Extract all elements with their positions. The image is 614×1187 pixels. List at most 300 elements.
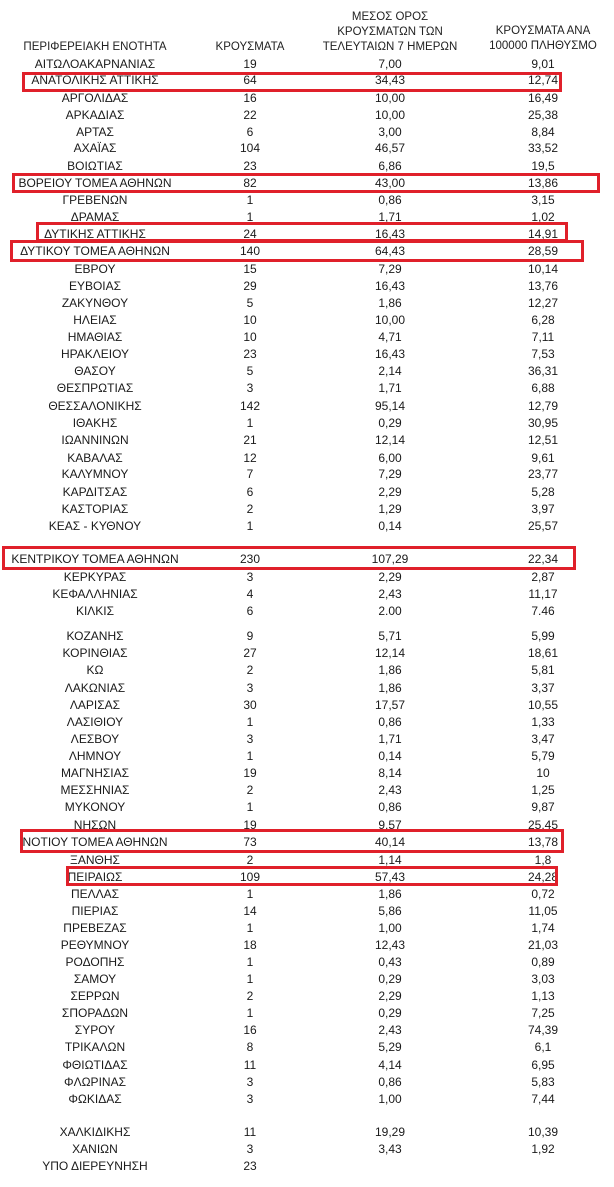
region-cell: ΜΑΓΝΗΣΙΑΣ xyxy=(60,766,130,780)
region-cell: ΣΕΡΡΩΝ xyxy=(70,989,120,1003)
column-header-mean7-line1: ΜΕΣΟΣ ΟΡΟΣ xyxy=(351,11,429,23)
mean7-cell: 5,86 xyxy=(378,904,402,918)
column-header-region xyxy=(0,40,190,55)
region-cell: ΝΟΤΙΟΥ ΤΟΜΕΑ ΑΘΗΝΩΝ xyxy=(22,835,168,849)
cases-cell: 2 xyxy=(246,989,254,1003)
per100k-cell: 28,59 xyxy=(527,244,559,258)
cases-cell: 23 xyxy=(243,347,257,361)
mean7-cell: 2,29 xyxy=(378,485,402,499)
table-row xyxy=(0,954,614,970)
mean7-cell: 19,29 xyxy=(374,1125,406,1139)
mean7-cell: 2,43 xyxy=(378,783,402,797)
cases-cell: 1 xyxy=(246,519,254,533)
region-cell: ΚΑΒΑΛΑΣ xyxy=(67,451,123,465)
region-cell: ΜΥΚΟΝΟΥ xyxy=(64,800,126,814)
cases-cell: 19 xyxy=(243,57,257,71)
cases-cell: 6 xyxy=(246,125,254,139)
cases-cell: 6 xyxy=(246,604,254,618)
region-cell: ΑΙΤΩΛΟΑΚΑΡΝΑΝΙΑΣ xyxy=(34,57,156,71)
mean7-cell: 2,29 xyxy=(378,989,402,1003)
region-cell: ΛΑΚΩΝΙΑΣ xyxy=(64,681,126,695)
region-cell: ΛΑΡΙΣΑΣ xyxy=(69,698,121,712)
per100k-cell: 8,84 xyxy=(531,125,555,139)
per100k-cell: 18,61 xyxy=(527,646,559,660)
cases-cell: 29 xyxy=(243,279,257,293)
mean7-cell: 34,43 xyxy=(374,73,406,87)
mean7-cell: 1,00 xyxy=(378,1092,402,1106)
region-cell: ΚΟΖΑΝΗΣ xyxy=(66,629,124,643)
cases-cell: 3 xyxy=(246,1075,254,1089)
cases-cell: 11 xyxy=(243,1125,257,1139)
mean7-cell: 6,86 xyxy=(378,159,402,173)
table-row xyxy=(0,484,614,500)
table-row xyxy=(0,799,614,815)
region-cell: ΦΩΚΙΔΑΣ xyxy=(68,1092,122,1106)
table-row xyxy=(0,886,614,902)
cases-cell: 8 xyxy=(246,1040,254,1054)
cases-cell: 1 xyxy=(246,1006,254,1020)
per100k-cell: 11,05 xyxy=(528,904,558,918)
region-cell: ΠΙΕΡΙΑΣ xyxy=(71,904,119,918)
cases-cell: 3 xyxy=(246,732,254,746)
region-cell: ΦΘΙΩΤΙΔΑΣ xyxy=(62,1058,128,1072)
highlight-box xyxy=(2,546,576,570)
cases-cell: 109 xyxy=(239,870,261,884)
mean7-cell: 1,71 xyxy=(378,732,402,746)
region-cell: ΧΑΝΙΩΝ xyxy=(72,1142,118,1156)
mean7-cell: 0,29 xyxy=(378,416,402,430)
cases-cell: 23 xyxy=(243,1159,257,1173)
mean7-cell: 0,14 xyxy=(378,749,402,763)
region-cell: ΤΡΙΚΑΛΩΝ xyxy=(64,1040,126,1054)
cases-cell: 1 xyxy=(246,749,254,763)
table-row xyxy=(0,937,614,953)
mean7-cell: 107,29 xyxy=(371,552,409,566)
mean7-cell: 0,86 xyxy=(378,800,402,814)
region-cell: ΑΡΤΑΣ xyxy=(76,125,114,139)
cases-cell: 4 xyxy=(246,587,254,601)
region-cell: ΛΕΣΒΟΥ xyxy=(70,732,120,746)
per100k-cell: 6,28 xyxy=(531,313,555,327)
per100k-cell: 2,87 xyxy=(531,570,555,584)
per100k-cell: 13,86 xyxy=(527,176,559,190)
cases-cell: 3 xyxy=(246,681,254,695)
mean7-cell: 0,29 xyxy=(378,1006,402,1020)
per100k-cell: 1,25 xyxy=(531,783,555,797)
table-row xyxy=(0,1039,614,1055)
table-row xyxy=(0,1005,614,1021)
table-row xyxy=(0,1141,614,1157)
region-cell: ΠΡΕΒΕΖΑΣ xyxy=(63,921,127,935)
cases-cell: 18 xyxy=(243,938,257,952)
region-cell: ΠΕΙΡΑΙΩΣ xyxy=(67,870,123,884)
cases-cell: 3 xyxy=(246,570,254,584)
per100k-cell: 30,95 xyxy=(527,416,559,430)
cases-cell: 24 xyxy=(243,227,257,241)
region-cell: ΚΙΛΚΙΣ xyxy=(75,604,115,618)
per100k-cell: 23,77 xyxy=(527,467,559,481)
mean7-cell: 2,43 xyxy=(378,587,402,601)
cases-cell: 1 xyxy=(246,416,254,430)
region-cell: ΗΜΑΘΙΑΣ xyxy=(67,330,123,344)
per100k-cell: 0,72 xyxy=(531,887,555,901)
mean7-cell: 7,29 xyxy=(378,467,402,481)
cases-cell: 73 xyxy=(243,835,257,849)
cases-cell: 82 xyxy=(243,176,257,190)
per100k-cell: 1,33 xyxy=(531,715,555,729)
mean7-cell: 95,14 xyxy=(374,399,406,413)
table-row xyxy=(0,628,614,644)
mean7-cell: 5,71 xyxy=(378,629,402,643)
region-cell: ΞΑΝΘΗΣ xyxy=(70,853,120,867)
cases-cell: 12 xyxy=(243,451,257,465)
table-row xyxy=(0,697,614,713)
per100k-cell: 3,37 xyxy=(531,681,555,695)
table-row xyxy=(0,731,614,747)
cases-cell: 21 xyxy=(243,433,257,447)
highlight-box xyxy=(12,173,600,193)
mean7-cell: 2,14 xyxy=(378,364,402,378)
per100k-cell: 21,03 xyxy=(527,938,559,952)
mean7-cell: 2.00 xyxy=(378,604,402,618)
table-row xyxy=(0,1091,614,1107)
cases-cell: 64 xyxy=(243,73,257,87)
region-cell: ΡΕΘΥΜΝΟΥ xyxy=(60,938,130,952)
table-row xyxy=(0,971,614,987)
cases-cell: 1 xyxy=(246,921,254,935)
column-header-per100k-line2: 100000 ΠΛΗΘΥΣΜΟ xyxy=(489,40,597,52)
region-cell: ΚΑΛΥΜΝΟΥ xyxy=(61,467,129,481)
table-row xyxy=(0,278,614,294)
cases-cell: 1 xyxy=(246,800,254,814)
per100k-cell: 7,11 xyxy=(531,330,555,344)
region-cell: ΛΑΣΙΘΙΟΥ xyxy=(66,715,124,729)
mean7-cell: 10,00 xyxy=(374,313,406,327)
column-header-cases-label: ΚΡΟΥΣΜΑΤΑ xyxy=(215,41,285,53)
column-header-per100k xyxy=(472,24,614,54)
cases-cell: 19 xyxy=(243,818,257,832)
region-cell: ΝΗΣΩΝ xyxy=(73,818,117,832)
region-cell: ΘΑΣΟΥ xyxy=(74,364,116,378)
mean7-cell: 8,14 xyxy=(378,766,402,780)
region-cell: ΙΩΑΝΝΙΝΩΝ xyxy=(61,433,129,447)
mean7-cell: 3,00 xyxy=(378,125,402,139)
region-cell: ΧΑΛΚΙΔΙΚΗΣ xyxy=(59,1125,131,1139)
mean7-cell: 1,00 xyxy=(378,921,402,935)
per100k-cell: 13,76 xyxy=(527,279,559,293)
mean7-cell: 17,57 xyxy=(374,698,406,712)
per100k-cell: 25,57 xyxy=(527,519,559,533)
mean7-cell: 7,00 xyxy=(378,57,402,71)
table-row xyxy=(0,124,614,140)
cases-cell: 140 xyxy=(239,244,261,258)
mean7-cell: 0,86 xyxy=(378,193,402,207)
table-row xyxy=(0,1057,614,1073)
highlight-box xyxy=(20,829,564,853)
per100k-cell: 10,39 xyxy=(527,1125,559,1139)
per100k-cell: 5,83 xyxy=(531,1075,555,1089)
mean7-cell: 43,00 xyxy=(374,176,406,190)
table-row xyxy=(0,748,614,764)
table-row xyxy=(0,1022,614,1038)
mean7-cell: 12,14 xyxy=(374,433,406,447)
mean7-cell: 6,00 xyxy=(378,451,402,465)
mean7-cell: 12,43 xyxy=(374,938,406,952)
table-row xyxy=(0,988,614,1004)
mean7-cell: 1,71 xyxy=(378,210,402,224)
table-row xyxy=(0,714,614,730)
cases-cell: 2 xyxy=(246,783,254,797)
region-cell: ΘΕΣΠΡΩΤΙΑΣ xyxy=(56,381,134,395)
table-row xyxy=(0,603,614,619)
column-header-per100k-line1: ΚΡΟΥΣΜΑΤΑ ΑΝΑ xyxy=(495,25,591,37)
mean7-cell: 1,71 xyxy=(378,381,402,395)
cases-cell: 5 xyxy=(246,364,254,378)
table-row xyxy=(0,90,614,106)
region-cell: ΠΕΛΛΑΣ xyxy=(70,887,120,901)
table-row xyxy=(0,398,614,414)
region-cell: ΔΥΤΙΚΟΥ ΤΟΜΕΑ ΑΘΗΝΩΝ xyxy=(20,244,170,258)
per100k-cell: 74,39 xyxy=(527,1023,559,1037)
table-row xyxy=(0,645,614,661)
cases-cell: 15 xyxy=(243,262,257,276)
table-row xyxy=(0,662,614,678)
per100k-cell: 36,31 xyxy=(527,364,559,378)
per100k-cell: 3,03 xyxy=(531,972,555,986)
region-cell: ΦΛΩΡΙΝΑΣ xyxy=(64,1075,126,1089)
per100k-cell: 5,99 xyxy=(531,629,555,643)
per100k-cell: 1,92 xyxy=(531,1142,555,1156)
region-cell: ΚΕΝΤΡΙΚΟΥ ΤΟΜΕΑ ΑΘΗΝΩΝ xyxy=(11,552,179,566)
cases-cell: 3 xyxy=(246,381,254,395)
cases-cell: 19 xyxy=(243,766,257,780)
per100k-cell: 24,28 xyxy=(527,870,559,884)
table-row xyxy=(0,782,614,798)
cases-cell: 27 xyxy=(243,646,257,660)
cases-cell: 30 xyxy=(243,698,257,712)
cases-cell: 1 xyxy=(246,887,254,901)
per100k-cell: 22,34 xyxy=(527,552,559,566)
per100k-cell: 7.46 xyxy=(531,604,555,618)
table-row xyxy=(0,192,614,208)
table-row xyxy=(0,680,614,696)
per100k-cell: 19,5 xyxy=(531,159,555,173)
table-row xyxy=(0,380,614,396)
per100k-cell: 5,28 xyxy=(531,485,555,499)
per100k-cell: 0,89 xyxy=(531,955,555,969)
mean7-cell: 9,57 xyxy=(378,818,402,832)
mean7-cell: 2,43 xyxy=(378,1023,402,1037)
region-cell: ΙΘΑΚΗΣ xyxy=(72,416,118,430)
mean7-cell: 46,57 xyxy=(374,141,406,155)
per100k-cell: 3,47 xyxy=(531,732,555,746)
column-header-mean7-line3: ΤΕΛΕΥΤΑΙΩΝ 7 ΗΜΕΡΩΝ xyxy=(322,41,458,53)
cases-cell: 5 xyxy=(246,296,254,310)
table-row xyxy=(0,1158,614,1174)
per100k-cell: 7,25 xyxy=(531,1006,555,1020)
region-cell: ΒΟΡΕΙΟΥ ΤΟΜΕΑ ΑΘΗΝΩΝ xyxy=(18,176,172,190)
mean7-cell: 0,86 xyxy=(378,1075,402,1089)
per100k-cell: 12,27 xyxy=(527,296,559,310)
mean7-cell: 0,86 xyxy=(378,715,402,729)
cases-cell: 10 xyxy=(243,313,257,327)
cases-cell: 1 xyxy=(246,972,254,986)
cases-cell: 2 xyxy=(246,853,254,867)
mean7-cell: 16,43 xyxy=(374,227,406,241)
mean7-cell: 1,86 xyxy=(378,681,402,695)
mean7-cell: 64,43 xyxy=(374,244,406,258)
mean7-cell: 1,86 xyxy=(378,663,402,677)
cases-cell: 1 xyxy=(246,715,254,729)
mean7-cell: 3,43 xyxy=(378,1142,402,1156)
cases-cell: 1 xyxy=(246,955,254,969)
table-row xyxy=(0,765,614,781)
cases-cell: 3 xyxy=(246,1142,254,1156)
per100k-cell: 7,44 xyxy=(531,1092,555,1106)
region-cell: ΔΡΑΜΑΣ xyxy=(70,210,120,224)
mean7-cell: 2,29 xyxy=(378,570,402,584)
region-cell: ΚΟΡΙΝΘΙΑΣ xyxy=(62,646,128,660)
per100k-cell: 6,88 xyxy=(531,381,555,395)
mean7-cell: 7,29 xyxy=(378,262,402,276)
mean7-cell: 5,29 xyxy=(378,1040,402,1054)
table-row xyxy=(0,140,614,156)
region-cell: ΚΑΡΔΙΤΣΑΣ xyxy=(62,485,128,499)
mean7-cell: 57,43 xyxy=(374,870,406,884)
per100k-cell: 10,55 xyxy=(527,698,559,712)
table-row xyxy=(0,501,614,517)
cases-cell: 1 xyxy=(246,193,254,207)
region-cell: ΒΟΙΩΤΙΑΣ xyxy=(67,159,123,173)
per100k-cell: 9,87 xyxy=(531,800,555,814)
highlight-box xyxy=(66,866,558,886)
per100k-cell: 5,81 xyxy=(531,663,555,677)
region-cell: ΡΟΔΟΠΗΣ xyxy=(65,955,125,969)
table-row xyxy=(0,107,614,123)
per100k-cell: 9,61 xyxy=(531,451,555,465)
per100k-cell: 25,38 xyxy=(527,108,559,122)
region-cell: ΑΧΑΪΑΣ xyxy=(73,141,117,155)
region-cell: ΣΑΜΟΥ xyxy=(73,972,117,986)
mean7-cell: 12,14 xyxy=(374,646,406,660)
region-cell: ΓΡΕΒΕΝΩΝ xyxy=(62,193,128,207)
per100k-cell: 1,02 xyxy=(531,210,555,224)
table-row xyxy=(0,920,614,936)
per100k-cell: 33,52 xyxy=(527,141,559,155)
mean7-cell: 16,43 xyxy=(374,347,406,361)
mean7-cell: 40,14 xyxy=(374,835,406,849)
table-row xyxy=(0,415,614,431)
per100k-cell: 3,97 xyxy=(531,502,555,516)
table-row xyxy=(0,432,614,448)
region-cell: ΗΛΕΙΑΣ xyxy=(73,313,117,327)
region-cell: ΛΗΜΝΟΥ xyxy=(68,749,122,763)
table-row xyxy=(0,363,614,379)
per100k-cell: 12,51 xyxy=(527,433,559,447)
per100k-cell: 1,8 xyxy=(534,853,552,867)
per100k-cell: 12,74 xyxy=(527,73,559,87)
table-row xyxy=(0,569,614,585)
cases-cell: 7 xyxy=(246,467,254,481)
cases-cell: 230 xyxy=(239,552,261,566)
region-cell: ΚΑΣΤΟΡΙΑΣ xyxy=(61,502,129,516)
table-row xyxy=(0,295,614,311)
region-cell: ΗΡΑΚΛΕΙΟΥ xyxy=(60,347,130,361)
per100k-cell: 6,1 xyxy=(534,1040,552,1054)
per100k-cell: 1,74 xyxy=(531,921,555,935)
highlight-box xyxy=(10,240,584,262)
column-header-cases xyxy=(205,40,295,55)
table-row xyxy=(0,329,614,345)
cases-cell: 14 xyxy=(243,904,257,918)
cases-cell: 16 xyxy=(243,1023,257,1037)
region-cell: ΑΡΚΑΔΙΑΣ xyxy=(65,108,125,122)
region-cell: ΚΩ xyxy=(86,663,104,677)
per100k-cell: 10,14 xyxy=(527,262,559,276)
column-header-region-label: ΠΕΡΙΦΕΡΕΙΑΚΗ ΕΝΟΤΗΤΑ xyxy=(23,41,167,53)
per100k-cell: 16,49 xyxy=(527,91,559,105)
cases-cell: 11 xyxy=(243,1058,257,1072)
per100k-cell: 25,45 xyxy=(527,818,559,832)
cases-cell: 2 xyxy=(246,502,254,516)
cases-cell: 1 xyxy=(246,210,254,224)
region-cell: ΔΥΤΙΚΗΣ ΑΤΤΙΚΗΣ xyxy=(44,227,146,241)
cases-cell: 6 xyxy=(246,485,254,499)
region-cell: ΚΕΡΚΥΡΑΣ xyxy=(63,570,127,584)
cases-cell: 16 xyxy=(243,91,257,105)
cases-cell: 22 xyxy=(243,108,257,122)
mean7-cell: 1,29 xyxy=(378,502,402,516)
per100k-cell: 9,01 xyxy=(531,57,555,71)
per100k-cell: 11,17 xyxy=(528,587,558,601)
region-cell: ΚΕΦΑΛΛΗΝΙΑΣ xyxy=(52,587,138,601)
cases-cell: 3 xyxy=(246,1092,254,1106)
table-row xyxy=(0,1124,614,1140)
mean7-cell: 0,14 xyxy=(378,519,402,533)
table-row xyxy=(0,261,614,277)
per100k-cell: 10 xyxy=(536,766,550,780)
table-row xyxy=(0,158,614,174)
region-cell: ΘΕΣΣΑΛΟΝΙΚΗΣ xyxy=(48,399,142,413)
table-row xyxy=(0,518,614,534)
region-cell: ΚΕΑΣ - ΚΥΘΝΟΥ xyxy=(48,519,142,533)
region-cell: ΑΡΓΟΛΙΔΑΣ xyxy=(61,91,129,105)
mean7-cell: 4,14 xyxy=(378,1058,402,1072)
region-cell: ΑΝΑΤΟΛΙΚΗΣ ΑΤΤΙΚΗΣ xyxy=(31,73,159,87)
per100k-cell: 13,78 xyxy=(527,835,559,849)
per100k-cell: 6,95 xyxy=(531,1058,555,1072)
region-cell: ΣΠΟΡΑΔΩΝ xyxy=(61,1006,129,1020)
column-header-mean7 xyxy=(305,10,475,55)
table-row xyxy=(0,1074,614,1090)
column-header-mean7-line2: ΚΡΟΥΣΜΑΤΩΝ ΤΩΝ xyxy=(337,26,443,38)
region-cell: ΥΠΟ ΔΙΕΡΕΥΝΗΣΗ xyxy=(42,1159,148,1173)
per100k-cell: 1,13 xyxy=(531,989,555,1003)
region-cell: ΕΥΒΟΙΑΣ xyxy=(68,279,122,293)
mean7-cell: 16,43 xyxy=(374,279,406,293)
table-row xyxy=(0,586,614,602)
mean7-cell: 10,00 xyxy=(374,108,406,122)
region-cell: ΖΑΚΥΝΘΟΥ xyxy=(61,296,129,310)
region-cell: ΣΥΡΟΥ xyxy=(74,1023,116,1037)
region-cell: ΕΒΡΟΥ xyxy=(74,262,116,276)
table-row xyxy=(0,466,614,482)
per100k-cell: 5,79 xyxy=(531,749,555,763)
mean7-cell: 1,14 xyxy=(378,853,402,867)
table-row xyxy=(0,56,614,72)
per100k-cell: 12,79 xyxy=(527,399,559,413)
mean7-cell: 10,00 xyxy=(374,91,406,105)
